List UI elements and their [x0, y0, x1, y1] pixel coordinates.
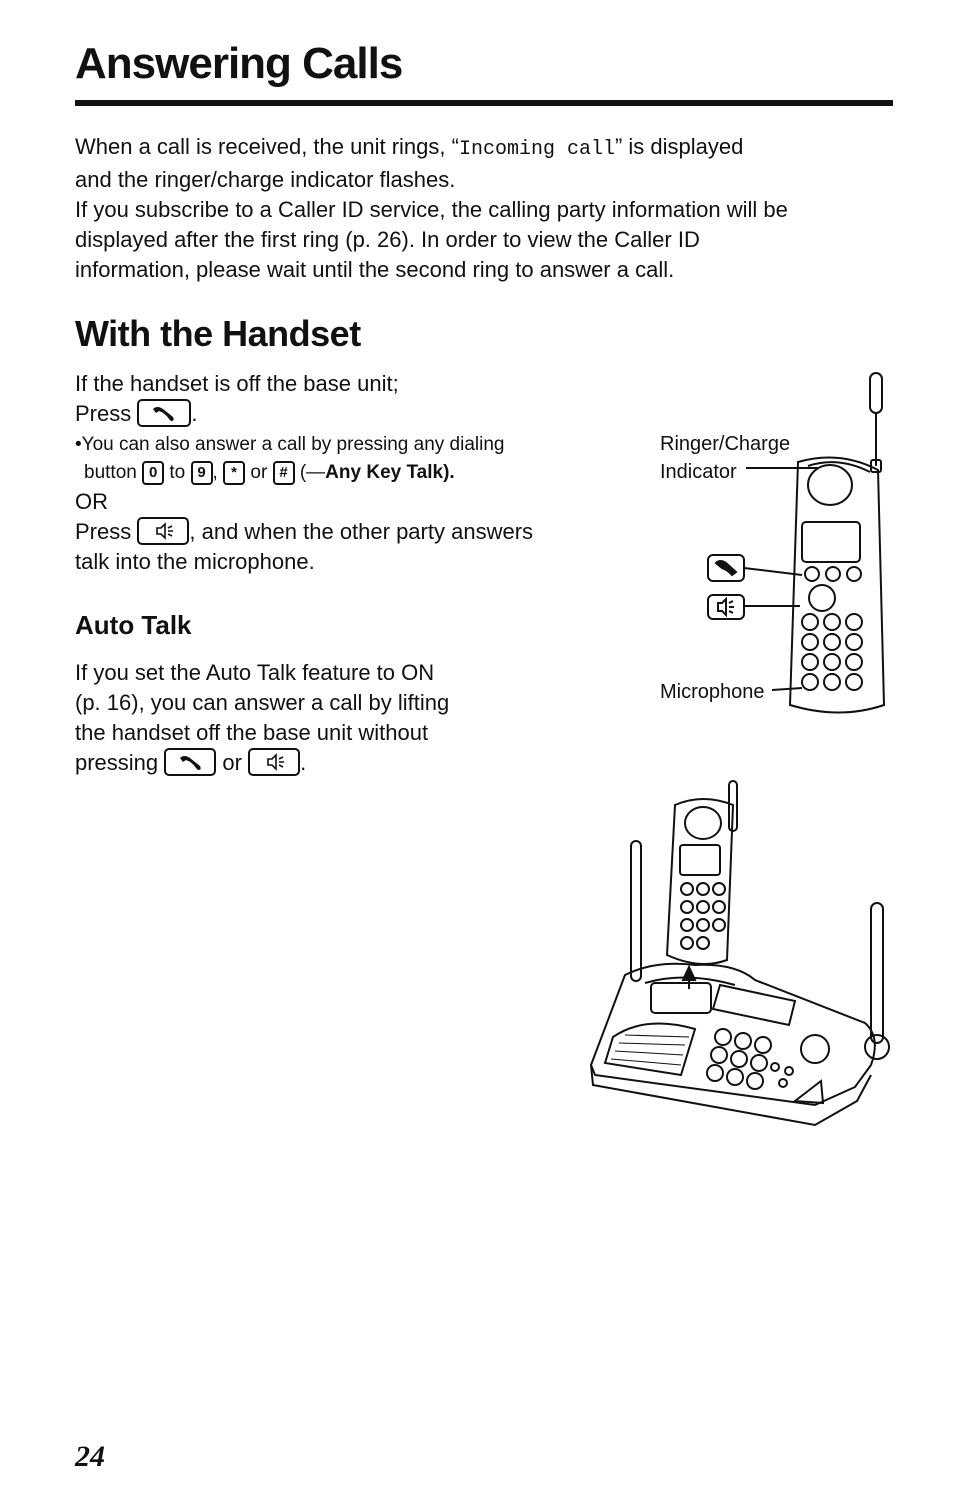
- intro-text-a: When a call is received, the unit rings, “: [75, 134, 459, 159]
- microphone-line: talk into the microphone.: [75, 549, 315, 575]
- pressing-word: pressing: [75, 750, 159, 775]
- microphone-label: Microphone: [660, 681, 765, 703]
- intro-text-b: ” is displayed: [614, 134, 744, 159]
- key-9-icon: 9: [191, 461, 213, 485]
- any-key-post: ).: [443, 462, 455, 484]
- key-star-icon: *: [223, 461, 245, 485]
- any-key-pre: (—: [299, 462, 326, 484]
- base-unit-illustration: [585, 775, 905, 1135]
- auto-talk-text: [75, 658, 535, 778]
- bullet-line-1: •You can also answer a call by pressing any dialing: [75, 434, 505, 456]
- bullet-line-2: [75, 459, 615, 487]
- handset-illustration: [640, 370, 900, 730]
- or-word: or: [250, 462, 268, 484]
- intro-line-4: displayed after the first ring (p. 26). In order to view the Caller ID: [75, 227, 700, 252]
- intro-text: [75, 132, 895, 285]
- incoming-call-code: Incoming call: [458, 138, 615, 161]
- ringer-charge-label-1: Ringer/Charge: [660, 433, 791, 455]
- press-end: .: [191, 401, 198, 426]
- section-heading: With the Handset: [75, 313, 361, 354]
- intro-line-3: If you subscribe to a Caller ID service, the calling party information will be: [75, 197, 788, 222]
- title-rule: [75, 100, 893, 106]
- intro-line-2: and the ringer/charge indicator flashes.: [75, 167, 456, 192]
- handset-instructions: [75, 369, 615, 577]
- page-title: Answering Calls: [75, 39, 403, 88]
- to-word: to: [169, 462, 186, 484]
- auto-talk-heading: Auto Talk: [75, 610, 192, 640]
- or-line: OR: [75, 489, 108, 515]
- comma: ,: [212, 462, 218, 484]
- press-speaker-line: [75, 517, 615, 547]
- key-0-icon: 0: [142, 461, 164, 485]
- key-hash-icon: #: [273, 461, 295, 485]
- ringer-charge-label-2: Indicator: [660, 461, 737, 483]
- press-talk-line: [75, 399, 615, 429]
- auto-talk-line-2: (p. 16), you can answer a call by lifting: [75, 690, 450, 715]
- intro-line-1: [75, 132, 895, 165]
- press-word: Press: [75, 401, 132, 426]
- handset-off-base-line: If the handset is off the base unit;: [75, 371, 399, 396]
- intro-line-5: information, please wait until the second ring to answer a call.: [75, 257, 675, 282]
- any-key-talk: Any Key Talk: [325, 462, 444, 484]
- auto-talk-line-1: If you set the Auto Talk feature to ON: [75, 660, 435, 685]
- auto-talk-end: .: [300, 750, 307, 775]
- talk-button-icon-2: [164, 748, 216, 776]
- speaker-button-icon: [137, 517, 189, 545]
- or-word-2: or: [222, 750, 242, 775]
- press-speaker-after: , and when the other party answers: [189, 519, 534, 545]
- talk-button-icon: [137, 399, 191, 427]
- auto-talk-line-4: [75, 748, 535, 778]
- auto-talk-line-3: the handset off the base unit without: [75, 720, 429, 745]
- button-word: button: [84, 462, 137, 484]
- speaker-button-icon-2: [248, 748, 300, 776]
- press-word-2: Press: [75, 519, 132, 545]
- page-number: 24: [75, 1440, 105, 1473]
